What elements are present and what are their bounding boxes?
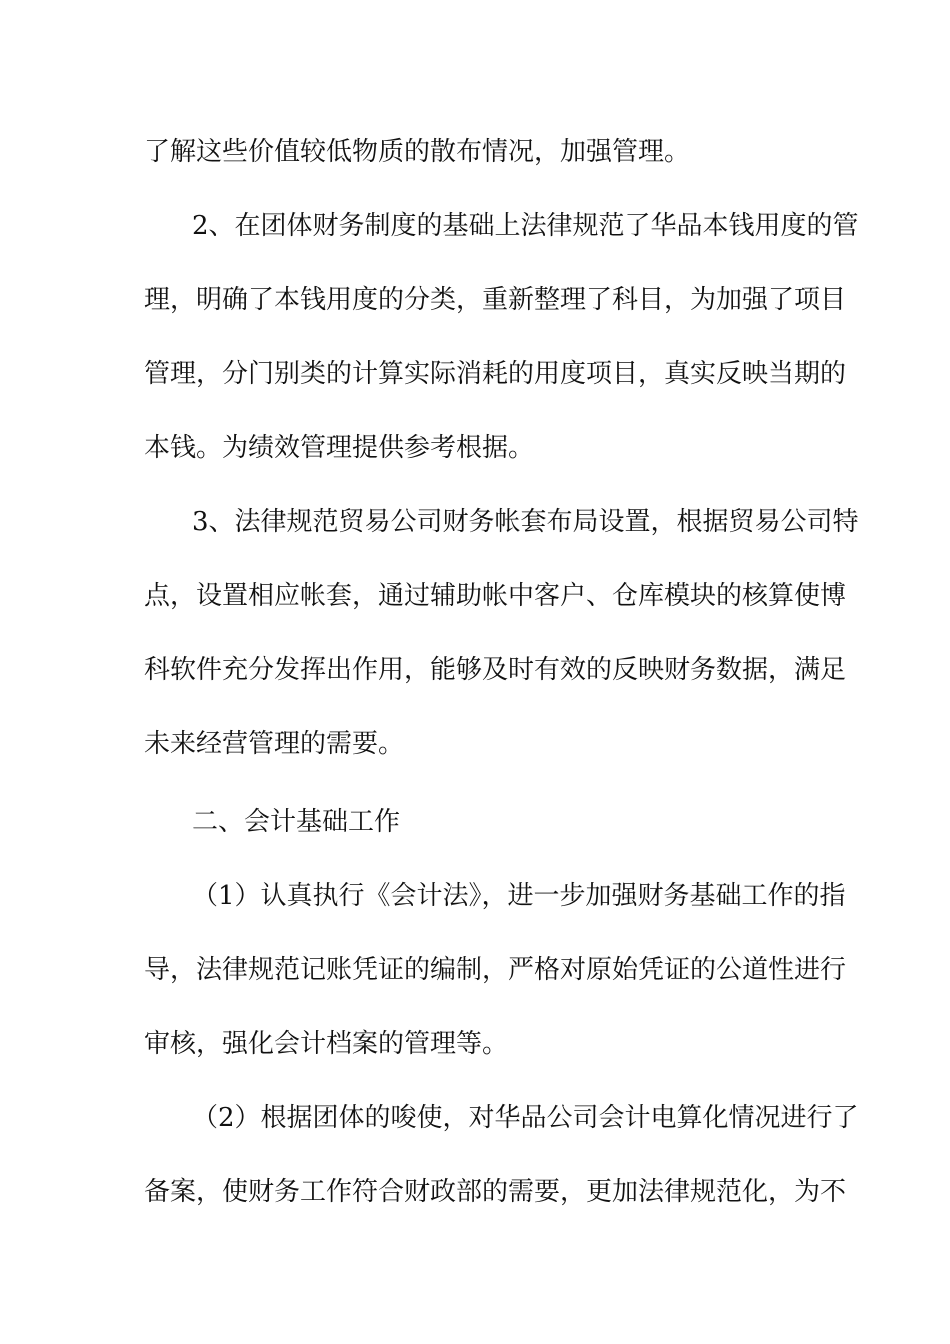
text-line: （1）认真执行《会计法》，进一步加强财务基础工作的指: [192, 881, 846, 911]
text-line: 备案，使财务工作符合财政部的需要，更加法律规范化，为不: [144, 1177, 847, 1207]
text-line: 未来经营管理的需要。: [144, 729, 405, 759]
text-line: 管理，分门别类的计算实际消耗的用度项目，真实反映当期的: [144, 359, 847, 389]
text-line: 3、法律规范贸易公司财务帐套布局设置，根据贸易公司特: [192, 507, 859, 537]
text-line: 审核，强化会计档案的管理等。: [144, 1029, 509, 1059]
text-line: 2、在团体财务制度的基础上法律规范了华品本钱用度的管: [192, 211, 859, 241]
text-line: 点，设置相应帐套，通过辅助帐中客户、仓库模块的核算使博: [144, 581, 847, 611]
text-line: 理，明确了本钱用度的分类，重新整理了科目，为加强了项目: [144, 285, 847, 315]
text-line: 本钱。为绩效管理提供参考根据。: [144, 433, 535, 463]
section-heading: 二、会计基础工作: [192, 807, 401, 837]
text-line: 科软件充分发挥出作用，能够及时有效的反映财务数据，满足: [144, 655, 847, 685]
text-line: （2）根据团体的唆使，对华品公司会计电算化情况进行了: [192, 1103, 859, 1133]
text-line: 导，法律规范记账凭证的编制，严格对原始凭证的公道性进行: [144, 955, 847, 985]
text-line: 了解这些价值较低物质的散布情况，加强管理。: [144, 137, 691, 167]
